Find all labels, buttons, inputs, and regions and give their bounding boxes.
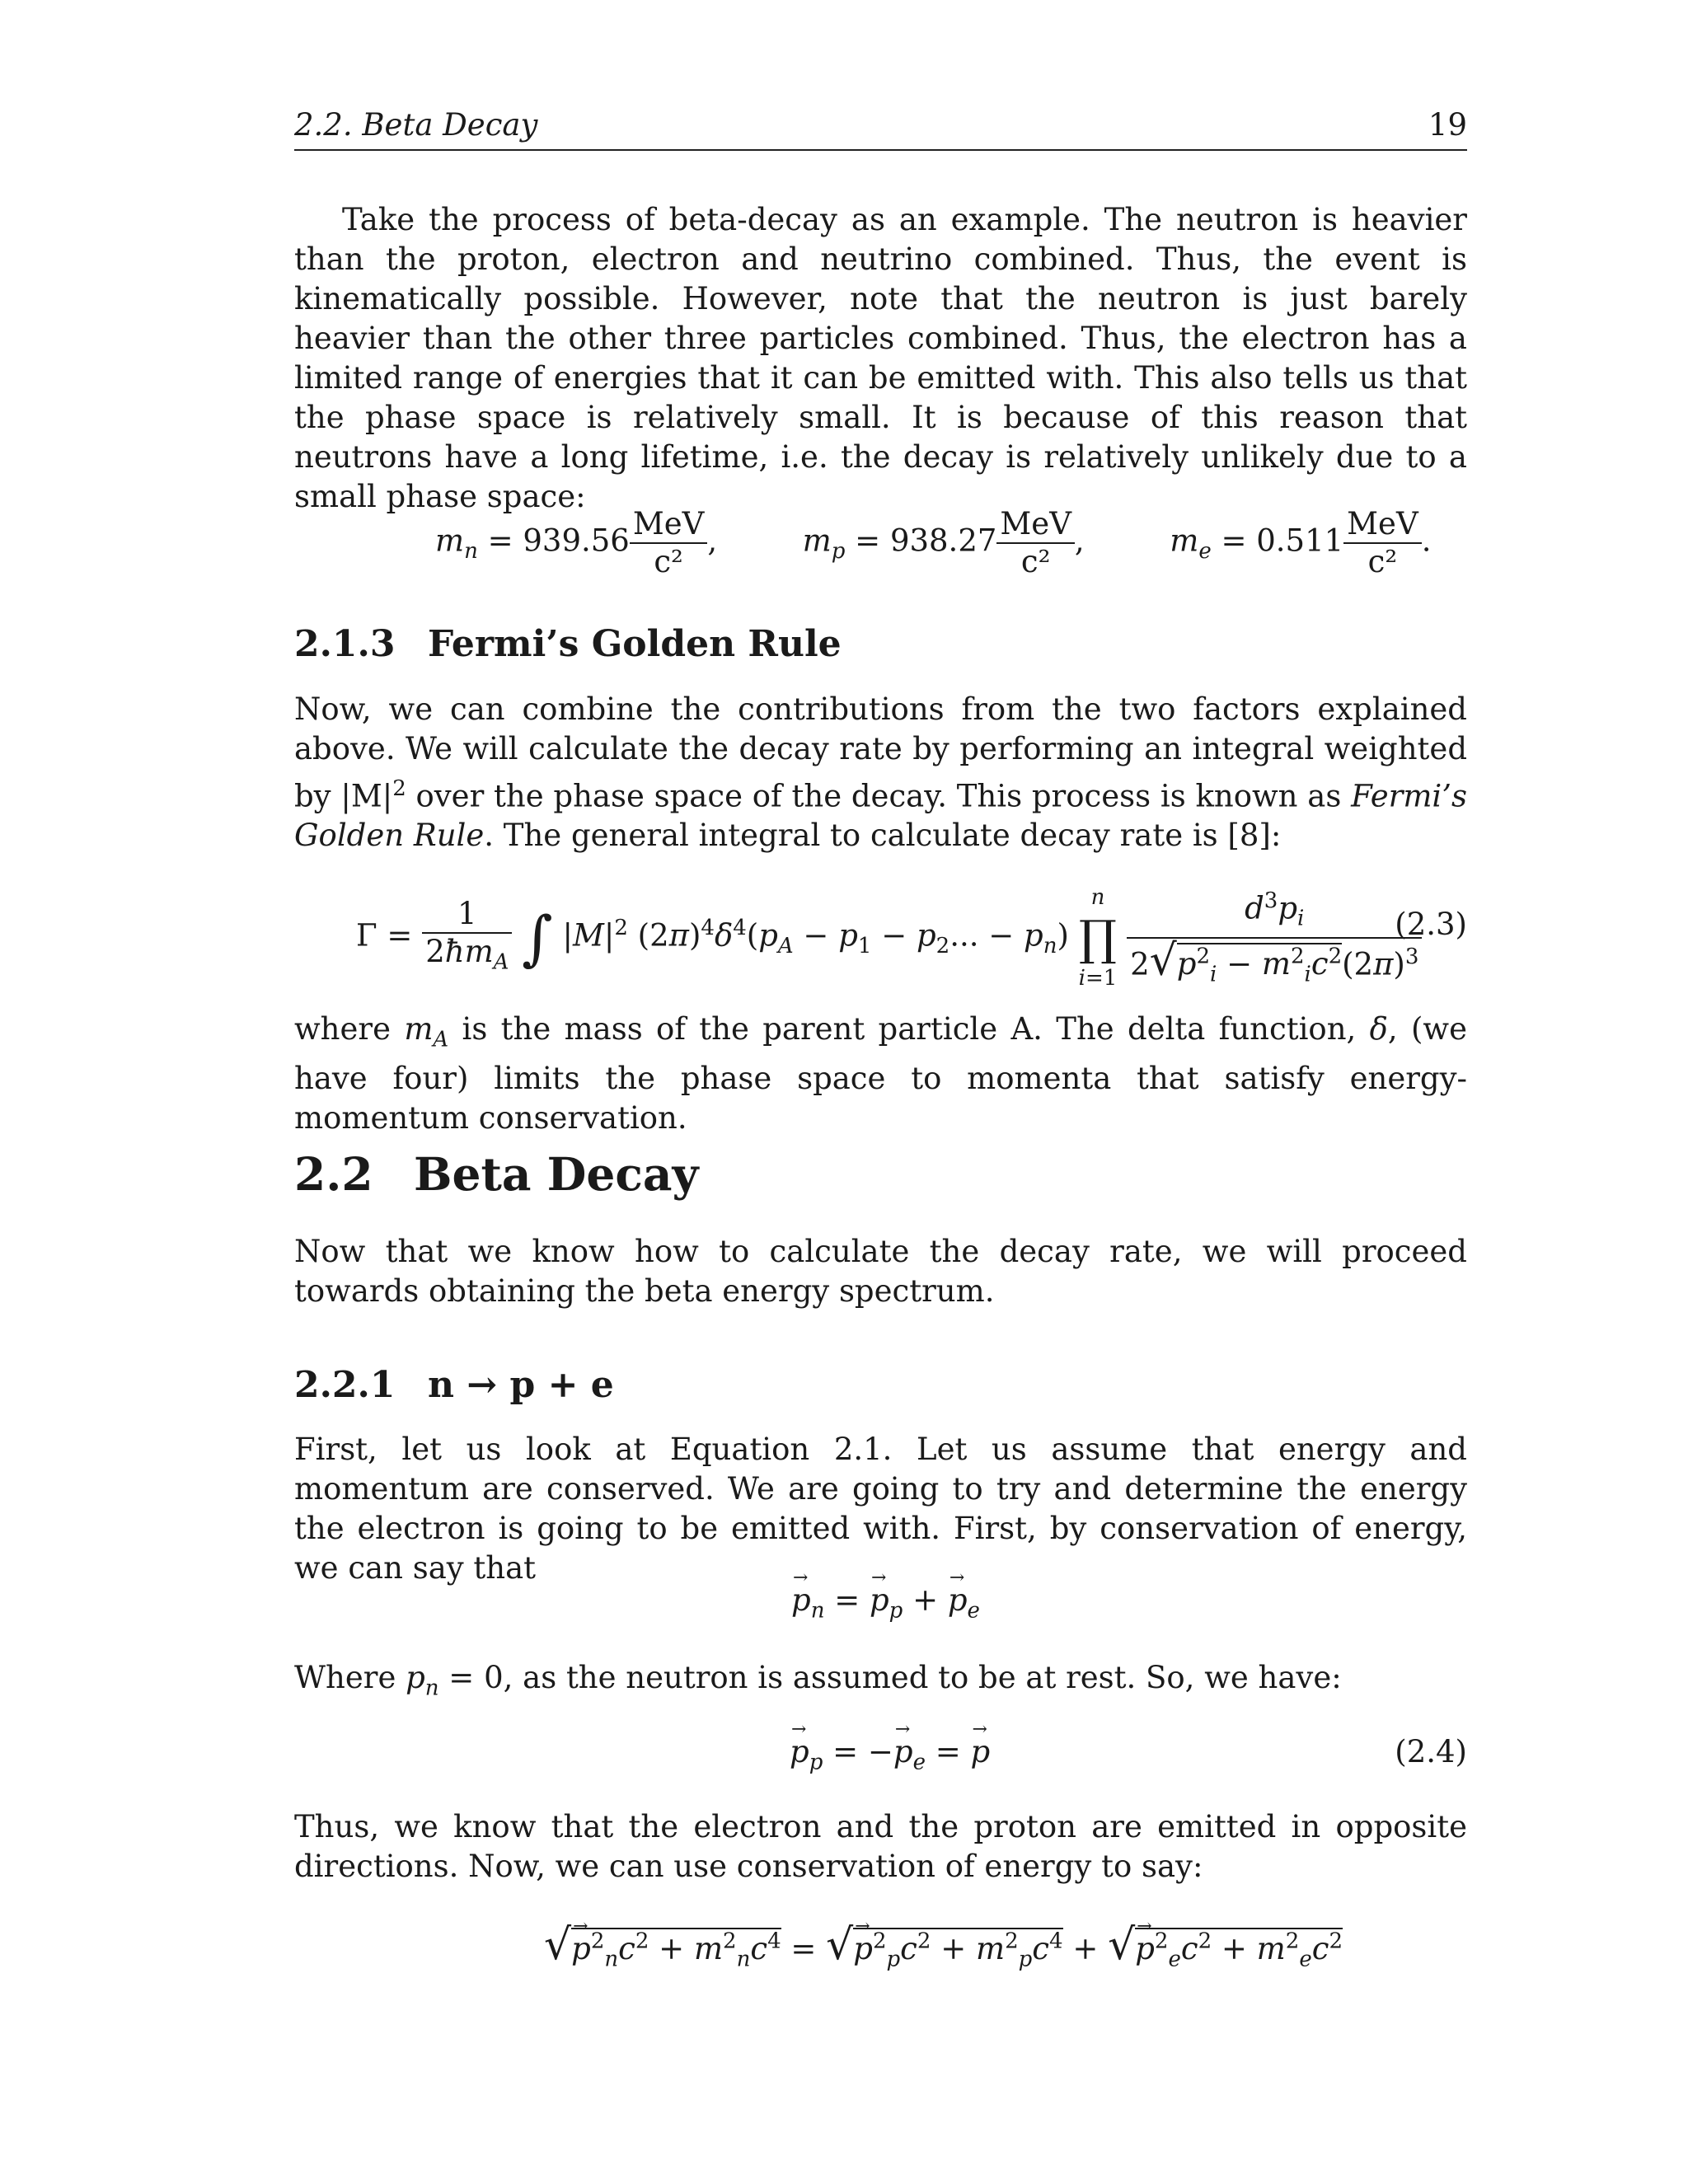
equation-label-2-3: (2.3) (1395, 907, 1467, 942)
neutron-mass-value: 939.56 (523, 523, 630, 559)
neutron-rest-paragraph: Where $p_n = 0$, as the neutron is assumed to be at rest. So, we have: (294, 1660, 1342, 1701)
page-number: 19 (1428, 107, 1467, 143)
momentum-conservation-equation: → $p_n$ = → $p_p$ + → $p_e$ (791, 1582, 980, 1623)
subsection-number: 2.1.3 (294, 623, 396, 665)
fermi-after-paragraph: where $m_A$ is the mass of the parent particle A. The delta function, δ, (we have four) limits the phase space to momenta that satisfy energy-momentum conservation. (294, 1011, 1467, 1137)
section-title: Beta Decay (414, 1147, 699, 1201)
running-header-title: 2.2. Beta Decay (294, 107, 538, 143)
mass-unit-numerator: MeV (996, 506, 1075, 544)
electron-mass-value: 0.511 (1256, 523, 1344, 559)
beta-decay-paragraph: Now that we know how to calculate the decay rate, we will proceed towards obtaining the beta energy spectrum. (294, 1234, 1467, 1309)
fermi-paragraph: Now, we can combine the contributions from the two factors explained above. We will calculate the decay rate by performing an integral weighted by $|M|^2$ over the phase space of the decay. This process is known as Fermi’s Golden Rule. The general integral to calculate decay rate is [8]: (294, 691, 1467, 854)
equation-label-2-4: (2.4) (1395, 1734, 1467, 1769)
proton-mass-value: 938.27 (889, 523, 997, 559)
energy-conservation-equation: √→ $p^2_nc^2 + m^2_nc^4$ = √→ $p^2_pc^2 + m^2_pc^4$ + √→ $p^2_ec^2 + m^2_ec^2$ (544, 1920, 1343, 1971)
n-p-e-paragraph: First, let us look at Equation 2.1. Let us assume that energy and momentum are conserved. We are going to try and determine the energy the electron is going to be emitted with. First, by conservation of energy, we can say that (294, 1432, 1467, 1586)
opposite-directions-paragraph: Thus, we know that the electron and the proton are emitted in opposite directions. Now, we can use conservation of energy to say: (294, 1809, 1467, 1884)
emphasis-fermi-rule: Fermi’s Golden Rule (294, 778, 1467, 854)
section-number: 2.2 (294, 1147, 373, 1201)
mass-equation: $m_n = 939.56$ $\frac{\text{MeV}}{\text{c²}}$ , $m_p = 938.27$ $\frac{\text{MeV}}{\text{c²}}$ , $m_e = 0.511$ $\frac{\text{MeV}}{\text{c²}}$ . (435, 506, 1432, 579)
intro-paragraph: Take the process of beta-decay as an example. The neutron is heavier than the proton, electron and neutrino combined. Thus, the event is kinematically possible. However, note that the neutron is just barely heavier than the other three particles combined. Thus, the electron has a limited range of energies that it can be emitted with. This also tells us that the phase space is relatively small. It is because of this reason that neutrons have a long lifetime, i.e. the decay is relatively unlikely due to a small phase space: (294, 202, 1467, 514)
subsection-heading-2-2-1 (294, 1364, 614, 1406)
header-rule (294, 149, 1467, 151)
mass-unit-denominator: c² (1367, 544, 1398, 579)
fermi-golden-rule-equation: Γ = $\frac{1}{2ħm_A}$ ∫ $|M|^2$ $(2\pi)^4\delta^4(p_A - p_1 - p_2$... − $p_n$) n ∏ i=1 $\frac{d^3p_i}{2√p^2_i - m^2_ic^2(2\pi)^3}$ (356, 882, 1422, 994)
subsection-title: Fermi’s Golden Rule (428, 623, 842, 665)
section-heading-2-2 (294, 1147, 698, 1201)
mass-unit-denominator: c² (1020, 544, 1051, 579)
subsection-heading-2-1-3 (294, 623, 842, 665)
subsection-title: n → p + e (428, 1364, 614, 1406)
mass-unit-numerator: MeV (1343, 506, 1422, 544)
subsection-number: 2.2.1 (294, 1364, 396, 1406)
mass-unit-numerator: MeV (630, 506, 708, 544)
running-header (294, 104, 1467, 152)
momentum-equality-equation: → $p_p$ = −→ $p_e$ = → p (790, 1734, 990, 1774)
mass-unit-denominator: c² (654, 544, 683, 579)
